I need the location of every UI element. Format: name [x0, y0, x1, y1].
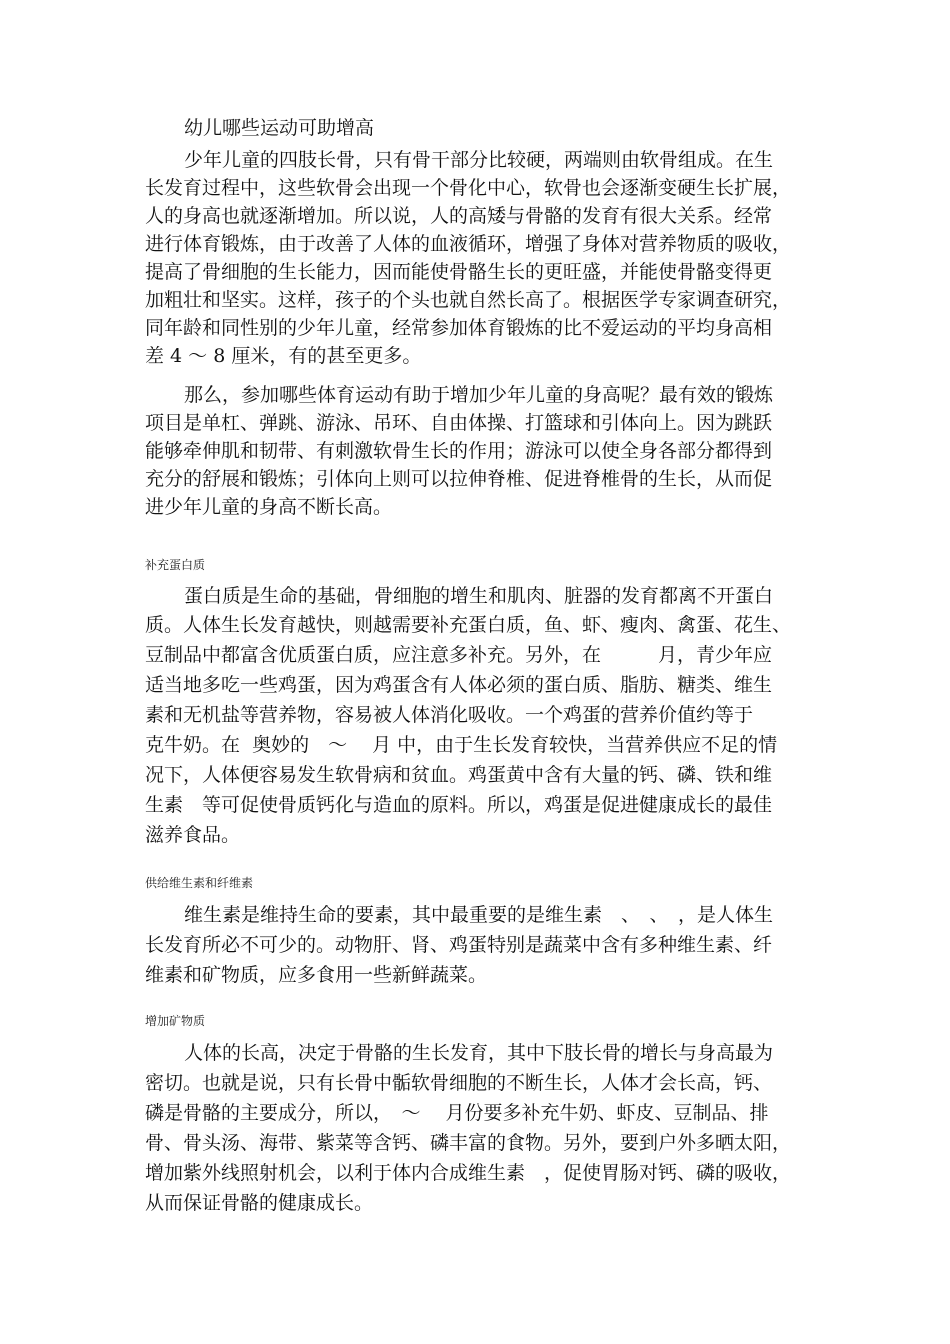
paragraph-3-line: 豆制品中都富含优质蛋白质，应注意多补充。另外，在 月，青少年应 [145, 644, 773, 666]
section-heading-vitamins: 供给维生素和纤维素 [145, 876, 254, 890]
paragraph-1-line: 同年龄和同性别的少年儿童，经常参加体育锻炼的比不爱运动的平均身高相 [145, 317, 773, 339]
paragraph-1-line: 少年儿童的四肢长骨，只有骨干部分比较硬，两端则由软骨组成。在生 [184, 149, 774, 171]
section-heading-protein: 补充蛋白质 [145, 558, 206, 572]
paragraph-2-line: 项目是单杠、弹跳、游泳、吊环、自由体操、打篮球和引体向上。因为跳跃 [145, 412, 773, 434]
paragraph-2-line: 那么，参加哪些体育运动有助于增加少年儿童的身高呢？最有效的锻炼 [184, 384, 774, 406]
paragraph-1-line: 人的身高也就逐渐增加。所以说，人的高矮与骨骼的发育有很大关系。经常 [145, 205, 773, 227]
paragraph-3-line: 蛋白质是生命的基础，骨细胞的增生和肌肉、脏器的发育都离不开蛋白 [184, 585, 774, 607]
paragraph-1-line: 加粗壮和坚实。这样，孩子的个头也就自然长高了。根据医学专家调查研究， [145, 289, 792, 311]
paragraph-3-line: 适当地多吃一些鸡蛋，因为鸡蛋含有人体必须的蛋白质、脂肪、糖类、维生 [145, 674, 773, 696]
paragraph-3-line: 素和无机盐等营养物，容易被人体消化吸收。一个鸡蛋的营养价值约等于 [145, 704, 754, 726]
paragraph-2-line: 能够牵伸肌和韧带、有刺激软骨生长的作用；游泳可以使全身各部分都得到 [145, 440, 773, 462]
paragraph-1-line: 长发育过程中，这些软骨会出现一个骨化中心，软骨也会逐渐变硬生长扩展， [145, 177, 792, 199]
paragraph-1-line: 差 4 ～ 8 厘米，有的甚至更多。 [145, 345, 422, 367]
paragraph-5-line: 密切。也就是说，只有长骨中骺软骨细胞的不断生长，人体才会长高，钙、 [145, 1072, 773, 1094]
article-title: 幼儿哪些运动可助增高 [184, 117, 375, 139]
paragraph-3-line: 生素 等可促使骨质钙化与造血的原料。所以，鸡蛋是促进健康成长的最佳 [145, 794, 773, 816]
paragraph-3-line: 克牛奶。在 奥妙的 ～ 月 中，由于生长发育较快，当营养供应不足的情 [145, 734, 778, 756]
paragraph-3-line: 况下，人体便容易发生软骨病和贫血。鸡蛋黄中含有大量的钙、磷、铁和维 [145, 764, 773, 786]
paragraph-5-line: 磷是骨骼的主要成分，所以， ～ 月份要多补充牛奶、虾皮、豆制品、排 [145, 1102, 769, 1124]
paragraph-4-line: 长发育所必不可少的。动物肝、肾、鸡蛋特别是蔬菜中含有多种维生素、纤 [145, 934, 773, 956]
paragraph-5-line: 增加紫外线照射机会，以利于体内合成维生素 ，促使胃肠对钙、磷的吸收， [145, 1162, 792, 1184]
paragraph-3-line: 质。人体生长发育越快，则越需要补充蛋白质，鱼、虾、瘦肉、禽蛋、花生、 [145, 614, 792, 636]
paragraph-1-line: 进行体育锻炼，由于改善了人体的血液循环，增强了身体对营养物质的吸收， [145, 233, 792, 255]
paragraph-4-line: 维素和矿物质，应多食用一些新鲜蔬菜。 [145, 964, 488, 986]
paragraph-2-line: 进少年儿童的身高不断长高。 [145, 496, 393, 518]
paragraph-3-line: 滋养食品。 [145, 824, 241, 846]
paragraph-1-line: 提高了骨细胞的生长能力，因而能使骨骼生长的更旺盛，并能使骨骼变得更 [145, 261, 773, 283]
paragraph-5-line: 从而保证骨骼的健康成长。 [145, 1192, 374, 1214]
section-heading-minerals: 增加矿物质 [145, 1014, 206, 1028]
paragraph-5-line: 人体的长高，决定于骨骼的生长发育，其中下肢长骨的增长与身高最为 [184, 1042, 774, 1064]
paragraph-5-line: 骨、骨头汤、海带、紫菜等含钙、磷丰富的食物。另外，要到户外多晒太阳， [145, 1132, 792, 1154]
paragraph-4-line: 维生素是维持生命的要素，其中最重要的是维生素 、 、 ，是人体生 [184, 904, 774, 926]
paragraph-2-line: 充分的舒展和锻炼；引体向上则可以拉伸脊椎、促进脊椎骨的生长，从而促 [145, 468, 773, 490]
